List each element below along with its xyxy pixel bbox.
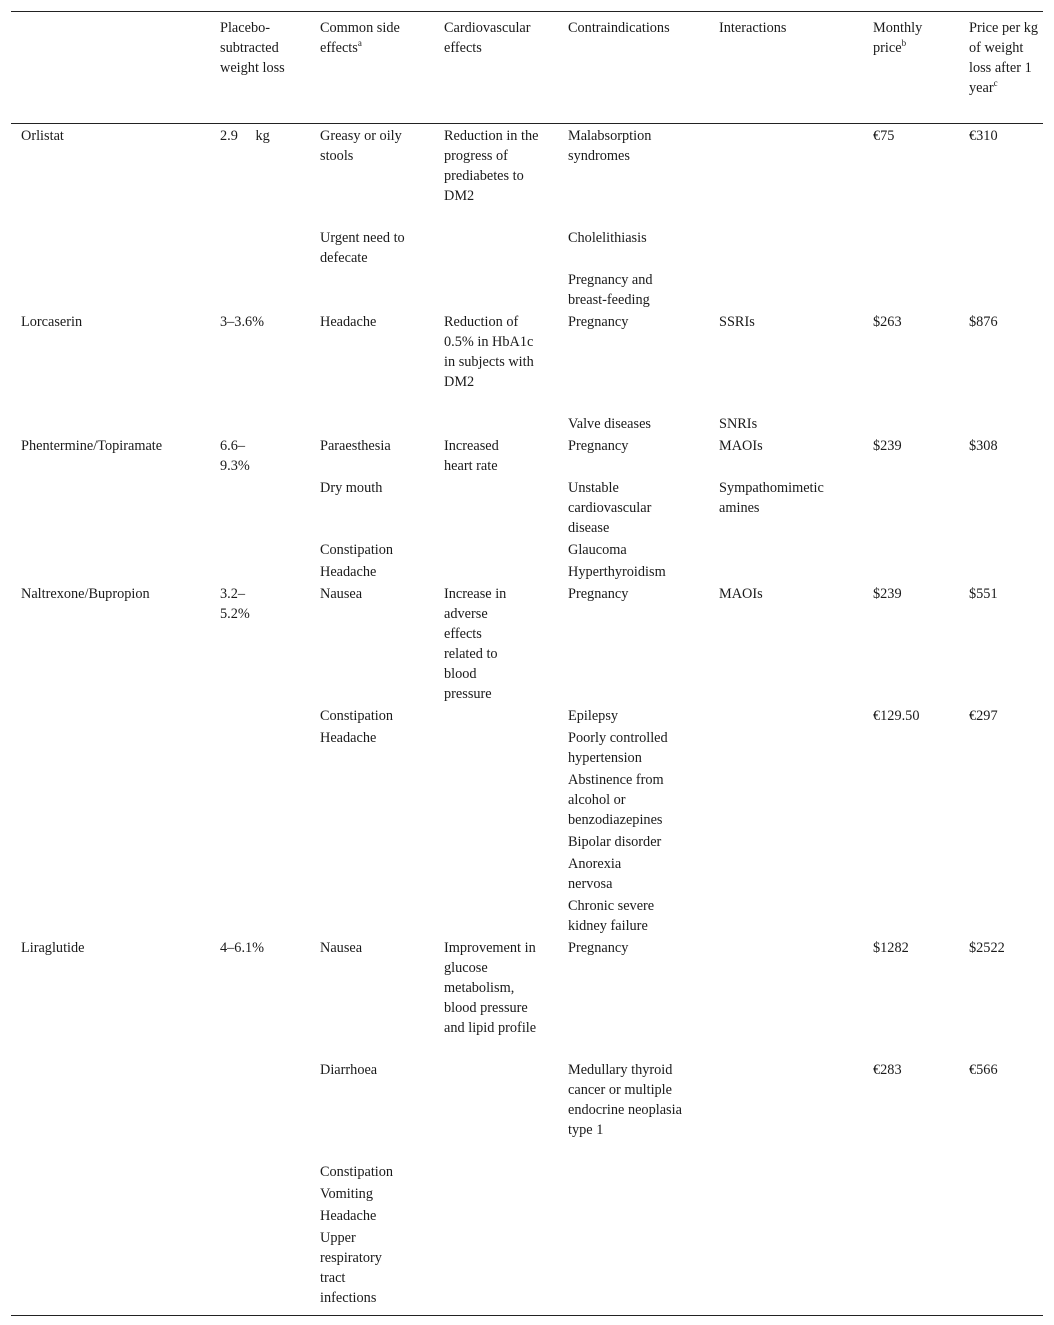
header-price-per-kg: Price per kg of weight loss after 1 year$^c$ <box>969 20 1039 96</box>
monthly-price: $239 <box>873 438 902 454</box>
side-effect: Headache <box>320 314 377 330</box>
weight-loss: 4–6.1% <box>220 940 265 956</box>
side-effect: Constipation <box>320 708 394 724</box>
header-divider <box>11 123 1043 124</box>
contraindication: Hyperthyroidism <box>568 564 666 580</box>
side-effect: Diarrhoea <box>320 1062 378 1078</box>
header-cardiovascular: Cardiovascular effects <box>444 20 531 56</box>
side-effect: Headache <box>320 1208 377 1224</box>
header-weight-loss: Placebo-subtracted weight loss <box>220 20 285 76</box>
header-interactions: Interactions <box>719 20 787 36</box>
contraindication: Cholelithiasis <box>568 230 647 246</box>
price-per-kg: €566 <box>969 1062 998 1078</box>
side-effect: Nausea <box>320 586 363 602</box>
contraindication: Abstinence from alcohol or benzodiazepines <box>568 772 664 828</box>
interaction: MAOIs <box>719 586 763 602</box>
price-per-kg: €310 <box>969 128 998 144</box>
monthly-price: $1282 <box>873 940 909 956</box>
side-effect: Nausea <box>320 940 363 956</box>
contraindication: Pregnancy and breast-feeding <box>568 272 653 308</box>
contraindication: Malabsorption syndromes <box>568 128 652 164</box>
drug-name: Liraglutide <box>21 940 85 956</box>
cardiovascular-effect: Increase in adverse effects related to blood pressure <box>444 586 507 702</box>
weight-loss: 3.2–5.2% <box>220 586 250 622</box>
header-contraindications: Contraindications <box>568 20 670 36</box>
header-side-effects: Common side effects$^a$ <box>320 20 400 56</box>
cardiovascular-effect: Increased heart rate <box>444 438 499 474</box>
header-monthly-price: Monthly price$^b$ <box>873 20 923 56</box>
contraindication: Valve diseases <box>568 416 651 432</box>
drug-name: Naltrexone/Bupropion <box>21 586 150 602</box>
contraindication: Glaucoma <box>568 542 627 558</box>
contraindication: Chronic severe kidney failure <box>568 898 655 934</box>
weight-loss: 6.6–9.3% <box>220 438 250 474</box>
monthly-price: €75 <box>873 128 895 144</box>
side-effect: Upper respiratory tract infections <box>320 1230 382 1306</box>
contraindication: Epilepsy <box>568 708 619 724</box>
contraindication: Poorly controlled hypertension <box>568 730 668 766</box>
side-effect: Urgent need to defecate <box>320 230 405 266</box>
contraindication: Unstable cardiovascular disease <box>568 480 652 536</box>
cardiovascular-effect: Improvement in glucose metabolism, blood pressure and lipid profile <box>444 940 537 1036</box>
drug-name: Phentermine/Topiramate <box>21 438 163 454</box>
side-effect: Paraesthesia <box>320 438 391 454</box>
price-per-kg: $2522 <box>969 940 1005 956</box>
contraindication: Pregnancy <box>568 940 629 956</box>
side-effect: Headache <box>320 564 377 580</box>
interaction: SSRIs <box>719 314 755 330</box>
monthly-price: €283 <box>873 1062 902 1078</box>
drug-name: Orlistat <box>21 128 64 144</box>
interaction: SNRIs <box>719 416 758 432</box>
weight-loss: 2.9 kg <box>220 128 270 144</box>
contraindication: Pregnancy <box>568 314 629 330</box>
contraindication: Pregnancy <box>568 586 629 602</box>
drug-name: Lorcaserin <box>21 314 83 330</box>
price-per-kg: $551 <box>969 586 998 602</box>
cardiovascular-effect: Reduction in the progress of prediabetes to DM2 <box>444 128 539 204</box>
monthly-price: €129.50 <box>873 708 920 724</box>
side-effect: Headache <box>320 730 377 746</box>
contraindication: Bipolar disorder <box>568 834 662 850</box>
side-effect: Constipation <box>320 542 394 558</box>
contraindication: Medullary thyroid cancer or multiple endocrine neoplasia type 1 <box>568 1062 682 1138</box>
side-effect: Constipation <box>320 1164 394 1180</box>
weight-loss: 3–3.6% <box>220 314 265 330</box>
interaction: Sympathomimetic amines <box>719 480 824 516</box>
side-effect: Greasy or oily stools <box>320 128 402 164</box>
cardiovascular-effect: Reduction of 0.5% in HbA1c in subjects with DM2 <box>444 314 534 390</box>
monthly-price: $239 <box>873 586 902 602</box>
side-effect: Dry mouth <box>320 480 383 496</box>
monthly-price: $263 <box>873 314 902 330</box>
price-per-kg: €297 <box>969 708 998 724</box>
price-per-kg: $876 <box>969 314 998 330</box>
drug-comparison-table <box>11 11 1043 1316</box>
interaction: MAOIs <box>719 438 763 454</box>
side-effect: Vomiting <box>320 1186 373 1202</box>
contraindication: Pregnancy <box>568 438 629 454</box>
contraindication: Anorexia nervosa <box>568 856 622 892</box>
price-per-kg: $308 <box>969 438 998 454</box>
